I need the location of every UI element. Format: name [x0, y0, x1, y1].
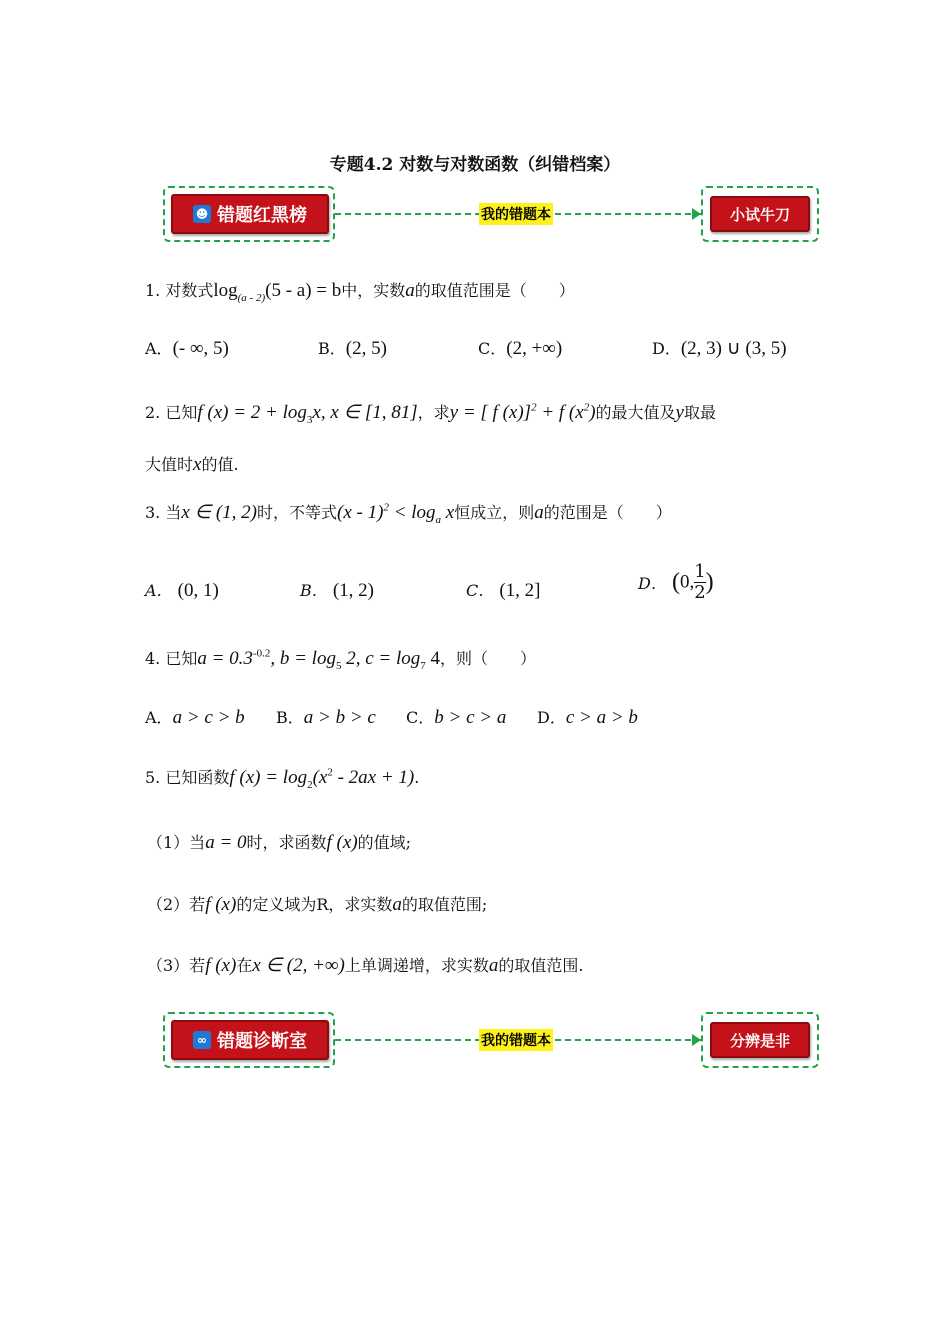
q1-option-a: A．(- ∞, 5) [145, 338, 229, 359]
q3-inequality: $(x - 1)^2 < \log_a x$ [337, 501, 455, 526]
q3-option-a: A． (0, 1) [145, 580, 219, 601]
q5-sub-2: （2）若f (x)的定义域为R，求实数a的取值范围; [147, 894, 488, 915]
arrow-right-icon [692, 208, 701, 220]
banner-right-frame [701, 186, 819, 242]
banner-right-frame [701, 1012, 819, 1068]
q4-option-a: A．a > c > b [145, 707, 245, 728]
q1-var: a [405, 280, 415, 301]
q1-option-c: C．(2, +∞) [478, 338, 563, 359]
question-1 [145, 278, 575, 304]
banner-middle-label: 我的错题本 [479, 1029, 553, 1051]
banner-left-label: 错题诊断室 [217, 1031, 307, 1052]
q1-suffix: 中，实数 [341, 281, 406, 300]
q4-option-d: D．c > a > b [537, 707, 638, 728]
q4-option-b: B．a > b > c [276, 707, 376, 728]
q4-values: $a = 0.3^{-0.2}$, $b = \log_5 2$, $c = \log_7 4$ [197, 647, 441, 672]
q5-sub-1: （1）当a = 0时，求函数f (x)的值域; [147, 832, 412, 853]
q4-option-c: C．b > c > a [406, 707, 507, 728]
banner-diagnosis [163, 1012, 819, 1070]
q5-function: f $(x) = \log_2(x^2 - 2ax + 1)$ [229, 766, 415, 791]
wrong-list-button[interactable] [171, 194, 329, 234]
banner-wrong-list [163, 186, 819, 244]
q1-expression: $\log_{(a - 2)}(5 - a) = b$ [213, 280, 342, 304]
banner-middle-label: 我的错题本 [479, 203, 553, 225]
page-title: 专题4.2 对数与对数函数（纠错档案） [329, 155, 621, 175]
practice-button[interactable]: 小试牛刀 [710, 196, 810, 232]
discern-button[interactable]: 分辨是非 [710, 1022, 810, 1058]
q1-option-d: D．(2, 3) ∪ (3, 5) [652, 338, 787, 359]
question-2-line2: 大值时x的值. [145, 454, 239, 475]
question-2: 2. 已知f $(x) = 2 + \log_3x$, x ∈ [1, 81]，求y = [ f (x)]$^2$ + f $(x^2)$的最大值及y取最 [145, 401, 716, 426]
q3-option-c: C． (1, 2] [466, 580, 541, 601]
arrow-right-icon [692, 1034, 701, 1046]
banner-left-label: 错题红黑榜 [217, 205, 307, 226]
question-3: 3. 当x ∈ (1, 2)时，不等式$(x - 1)^2 < \log_a x$恒成立，则a的范围是（ ） [145, 501, 672, 526]
q1-prefix: 1. 对数式 [145, 281, 214, 300]
question-4: 4. 已知$a = 0.3^{-0.2}$, $b = \log_5 2$, $c = \log_7 4$，则（ ） [145, 647, 537, 672]
link-icon: ∞ [193, 1031, 211, 1049]
q2-function: f $(x) = 2 + \log_3x$, x ∈ [1, 81] [197, 402, 418, 426]
banner-left-frame [163, 186, 335, 242]
q2-target: y = [ f (x)]$^2$ + f $(x^2)$ [449, 401, 596, 423]
question-5: 5. 已知函数f $(x) = \log_2(x^2 - 2ax + 1)$. [145, 766, 420, 791]
q5-sub-3: （3）若f (x)在x ∈ (2, +∞)上单调递增，求实数a的取值范围. [147, 955, 584, 976]
q3-option-b: B． (1, 2) [300, 580, 375, 601]
banner-left-frame [163, 1012, 335, 1068]
q1-tail: 的取值范围是（ ） [414, 281, 575, 300]
q3-option-d: D． (0, $\frac{1}{2}$ ) [638, 561, 714, 603]
q1-option-b: B．(2, 5) [318, 338, 387, 359]
person-icon: ☻ [193, 205, 211, 223]
diagnosis-button[interactable] [171, 1020, 329, 1060]
